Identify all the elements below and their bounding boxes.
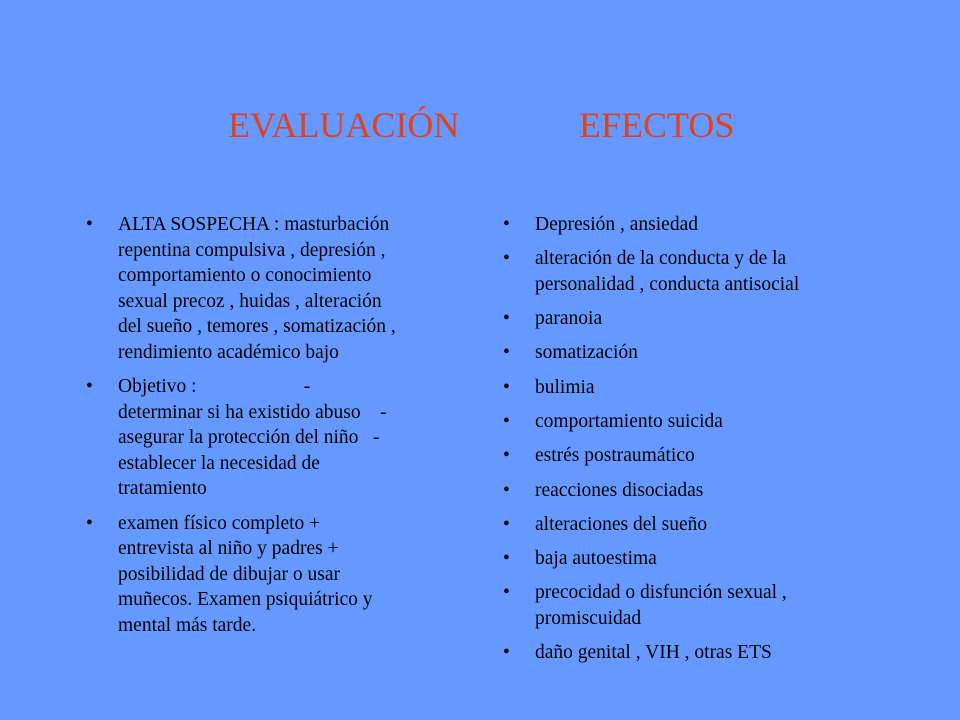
- text-line: comportamiento o conocimiento: [118, 265, 372, 286]
- text-line: entrevista al niño y padres +: [118, 538, 339, 559]
- text-line: Objetivo : -: [118, 376, 311, 397]
- text-line: reacciones disociadas: [535, 479, 704, 501]
- text-line: Depresión , ansiedad: [535, 214, 698, 235]
- text-line: determinar si ha existido abuso -: [118, 401, 387, 423]
- evaluacion-item-examen: [84, 511, 476, 639]
- title-efectos: EFECTOS: [579, 105, 735, 145]
- bullet-icon: •: [86, 376, 93, 397]
- evaluacion-item-alta-sospecha: [84, 212, 476, 365]
- text-line: repentina compulsiva , depresión ,: [118, 239, 386, 261]
- efectos-item: [501, 246, 881, 297]
- efectos-item: [501, 409, 881, 435]
- efectos-item: [501, 512, 881, 538]
- text-line: ALTA SOSPECHA : masturbación: [118, 214, 390, 235]
- text-line: precocidad o disfunción sexual ,: [535, 582, 787, 604]
- text-line: bulimia: [535, 376, 595, 398]
- bullet-icon: •: [503, 342, 510, 364]
- bullet-icon: •: [86, 214, 93, 235]
- text-line: alteración de la conducta y de la: [535, 248, 787, 270]
- text-line: establecer la necesidad de: [118, 452, 320, 474]
- efectos-list: [501, 212, 881, 666]
- text-line: tratamiento: [118, 478, 207, 499]
- text-line: daño genital , VIH , otras ETS: [535, 642, 772, 664]
- efectos-column: [501, 212, 881, 675]
- bullet-icon: •: [86, 512, 93, 534]
- text-line: baja autoestima: [535, 548, 657, 570]
- text-line: examen físico completo +: [118, 512, 321, 534]
- evaluacion-item-objetivo: [84, 374, 476, 502]
- efectos-item: [501, 212, 881, 238]
- text-line: paranoia: [535, 308, 603, 330]
- text-line: personalidad , conducta antisocial: [535, 273, 800, 295]
- bullet-icon: •: [503, 214, 510, 235]
- text-line: comportamiento suicida: [535, 410, 723, 432]
- text-line: alteraciones del sueño: [535, 513, 708, 535]
- text-line: promiscuidad: [535, 607, 642, 629]
- slide-title: [0, 104, 960, 154]
- evaluacion-list: [84, 212, 476, 638]
- text-line: somatización: [535, 342, 638, 364]
- efectos-item: [501, 580, 881, 631]
- bullet-icon: •: [503, 376, 510, 398]
- efectos-item: [501, 478, 881, 504]
- efectos-item: [501, 443, 881, 469]
- text-line: asegurar la protección del niño -: [118, 427, 380, 448]
- bullet-icon: •: [503, 548, 510, 570]
- text-line: sexual precoz , huidas , alteración: [118, 290, 382, 312]
- text-line: rendimiento académico bajo: [118, 341, 339, 363]
- efectos-item: [501, 340, 881, 366]
- bullet-icon: •: [503, 445, 510, 467]
- text-line: mental más tarde.: [118, 614, 257, 636]
- evaluacion-column: [84, 212, 476, 647]
- text-line: posibilidad de dibujar o usar: [118, 563, 341, 585]
- bullet-icon: •: [503, 248, 510, 270]
- efectos-item: [501, 546, 881, 572]
- text-line: del sueño , temores , somatización ,: [118, 316, 396, 337]
- efectos-item: [501, 306, 881, 332]
- text-line: muñecos. Examen psiquiátrico y: [118, 589, 373, 610]
- efectos-item: [501, 375, 881, 401]
- text-line: estrés postraumático: [535, 445, 695, 467]
- bullet-icon: •: [503, 513, 510, 535]
- efectos-item: [501, 640, 881, 666]
- bullet-icon: •: [503, 308, 510, 330]
- bullet-icon: •: [503, 582, 510, 604]
- bullet-icon: •: [503, 479, 510, 501]
- title-evaluacion: EVALUACIÓN: [228, 105, 460, 145]
- bullet-icon: •: [503, 642, 510, 664]
- bullet-icon: •: [503, 410, 510, 432]
